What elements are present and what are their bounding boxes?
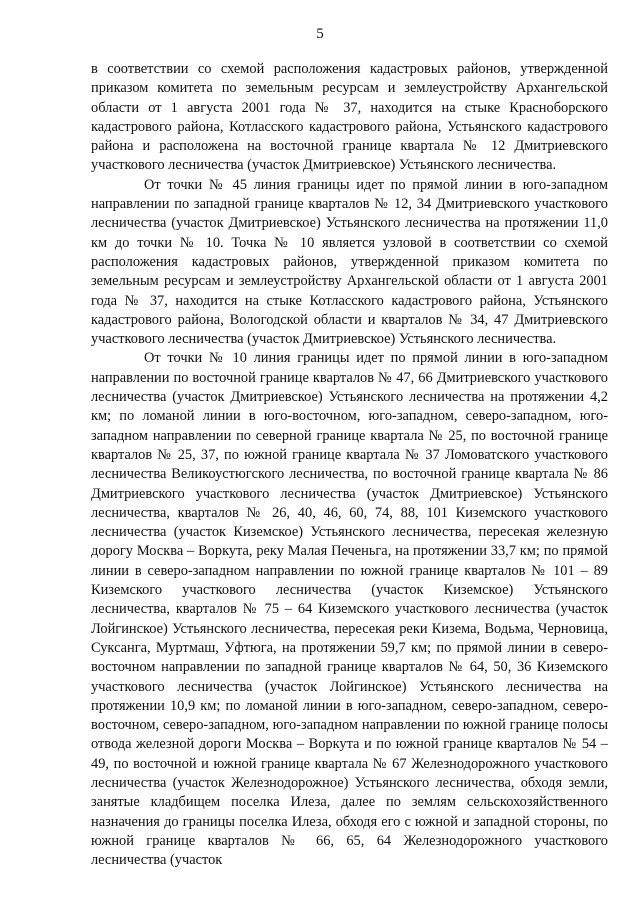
paragraph-continuation: в соответствии со схемой расположения кадастровых районов, утвержденной приказом комитета по земельным ресурсам и землеустройству Архангельской области от 1 августа 2001 года № 37, находится на стыке Красноборского кадастрового района, Котласского кадастрового района, Устьянского кадастрового района и расположена на восточной границе квартала № 12 Дмитриевского участкового лесничества (участок Дмитриевское) Устьянского лесничества.	[91, 61, 608, 174]
page-number: 5	[316, 26, 324, 42]
document-body	[91, 60, 608, 870]
paragraph-point-10: От точки № 10 линия границы идет по прямой линии в юго-западном направлении по восточной границе кварталов № 47, 66 Дмитриевского участкового лесничества (участок Дмитриевское) Устьянского лесничества на протяжении 4,2 км; по ломаной линии в юго-восточном, юго-западном, северо-западном, юго-западном направлении по северной границе квартала № 25, по восточной границе кварталов № 25, 37, по южной границе квартала № 37 Ломоватского участкового лесничества Великоустюгского лесничества, по восточной границе квартала № 86 Дмитриевского участкового лесничества (участок Дмитриевское) Устьянского лесничества, кварталов № 26, 40, 46, 60, 74, 88, 101 Киземского участкового лесничества (участок Киземское) Устьянского лесничества, пересекая железную дорогу Москва – Воркута, реку Малая Печеньга, на протяжении 33,7 км; по прямой линии в северо-западном направлении по южной границе кварталов № 101 – 89 Киземского участкового лесничества (участок Киземское) Устьянского лесничества, кварталов № 75 – 64 Киземского участкового лесничества (участок Лойгинское) Устьянского лесничества, пересекая реки Кизема, Водьма, Черновица, Суксанга, Муртмаш, Уфтюга, на протяжении 59,7 км; по прямой линии в северо-восточном направлении по западной границе кварталов № 64, 50, 36 Киземского участкового лесничества (участок Лойгинское) Устьянского лесничества на протяжении 10,9 км; по ломаной линии в юго-западном, северо-западном, северо-восточном, северо-западном, юго-западном направлении по южной границе полосы отвода железной дороги Москва – Воркута и по южной границе кварталов № 54 – 49, по восточной и южной границе квартала № 67 Железнодорожного участкового лесничества (участок Железнодорожное) Устьянского лесничества, обходя земли, занятые кладбищем поселка Илеза, далее по землям сельскохозяйственного назначения до границы поселка Илеза, обходя его с южной и западной стороны, по южной границе кварталов № 66, 65, 64 Железнодорожного участкового лесничества (участок	[91, 350, 608, 869]
paragraph-point-45: От точки № 45 линия границы идет по прямой линии в юго-западном направлении по западной границе кварталов № 12, 34 Дмитриевского участкового лесничества (участок Дмитриевское) Устьянского лесничества на протяжении 11,0 км до точки № 10. Точка № 10 является узловой в соответствии со схемой расположения кадастровых районов, утвержденной приказом комитета по земельным ресурсам и землеустройству Архангельской области от 1 августа 2001 года № 37, находится на стыке Котласского кадастрового района, Устьянского кадастрового района, Вологодской области и кварталов № 34, 47 Дмитриевского участкового лесничества (участок Дмитриевское) Устьянского лесничества.	[91, 176, 608, 348]
